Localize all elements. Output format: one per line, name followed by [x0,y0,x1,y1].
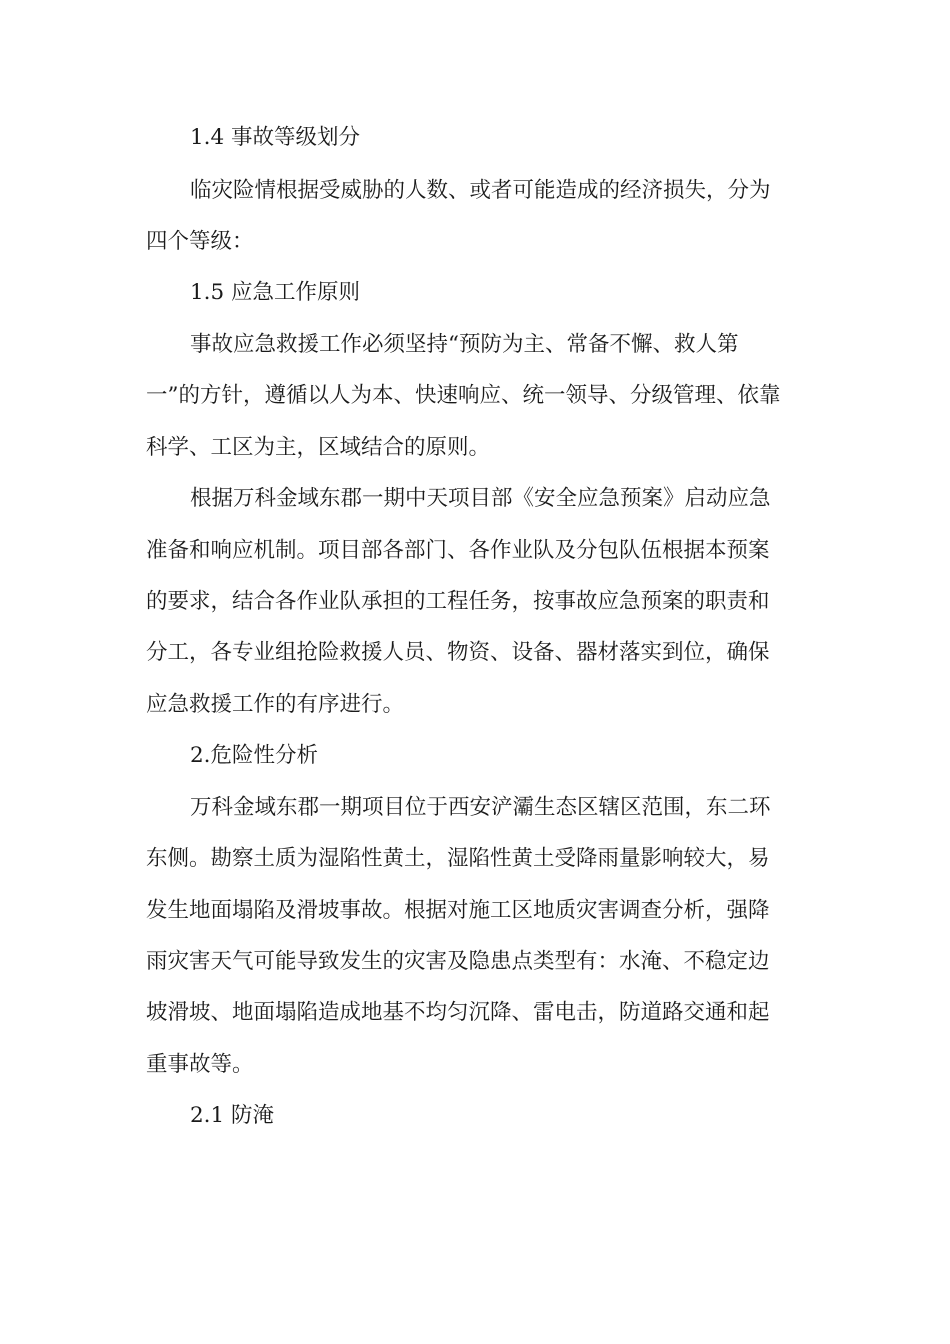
paragraph-line: 坡滑坡、地面塌陷造成地基不均匀沉降、雷电击，防道路交通和起 [146,1000,770,1025]
heading-1-4: 1.4 事故等级划分 [190,125,361,150]
paragraph-line: 一”的方针，遵循以人为本、快速响应、统一领导、分级管理、依靠 [146,383,781,408]
heading-2-1: 2.1 防淹 [190,1103,275,1128]
paragraph-line: 雨灾害天气可能导致发生的灾害及隐患点类型有：水淹、不稳定边 [146,949,770,974]
paragraph-line: 东侧。勘察土质为湿陷性黄土，湿陷性黄土受降雨量影响较大，易 [146,846,770,871]
heading-1-5: 1.5 应急工作原则 [190,280,361,305]
heading-2: 2.危险性分析 [190,743,319,768]
paragraph-line: 重事故等。 [146,1052,254,1077]
paragraph-line: 事故应急救援工作必须坚持“预防为主、常备不懈、救人第 [190,332,739,357]
paragraph-line: 准备和响应机制。项目部各部门、各作业队及分包队伍根据本预案 [146,538,770,563]
paragraph-line: 分工，各专业组抢险救援人员、物资、设备、器材落实到位，确保 [146,640,770,665]
paragraph-line: 科学、工区为主，区域结合的原则。 [146,435,491,460]
paragraph-line: 临灾险情根据受威胁的人数、或者可能造成的经济损失，分为 [190,178,771,203]
paragraph-line: 应急救援工作的有序进行。 [146,692,405,717]
paragraph-line: 四个等级： [146,229,254,254]
paragraph-line: 的要求，结合各作业队承担的工程任务，按事故应急预案的职责和 [146,589,770,614]
paragraph-line: 发生地面塌陷及滑坡事故。根据对施工区地质灾害调查分析，强降 [146,898,770,923]
paragraph-line: 根据万科金域东郡一期中天项目部《安全应急预案》启动应急 [190,486,771,511]
paragraph-line: 万科金域东郡一期项目位于西安浐灞生态区辖区范围，东二环 [190,795,771,820]
